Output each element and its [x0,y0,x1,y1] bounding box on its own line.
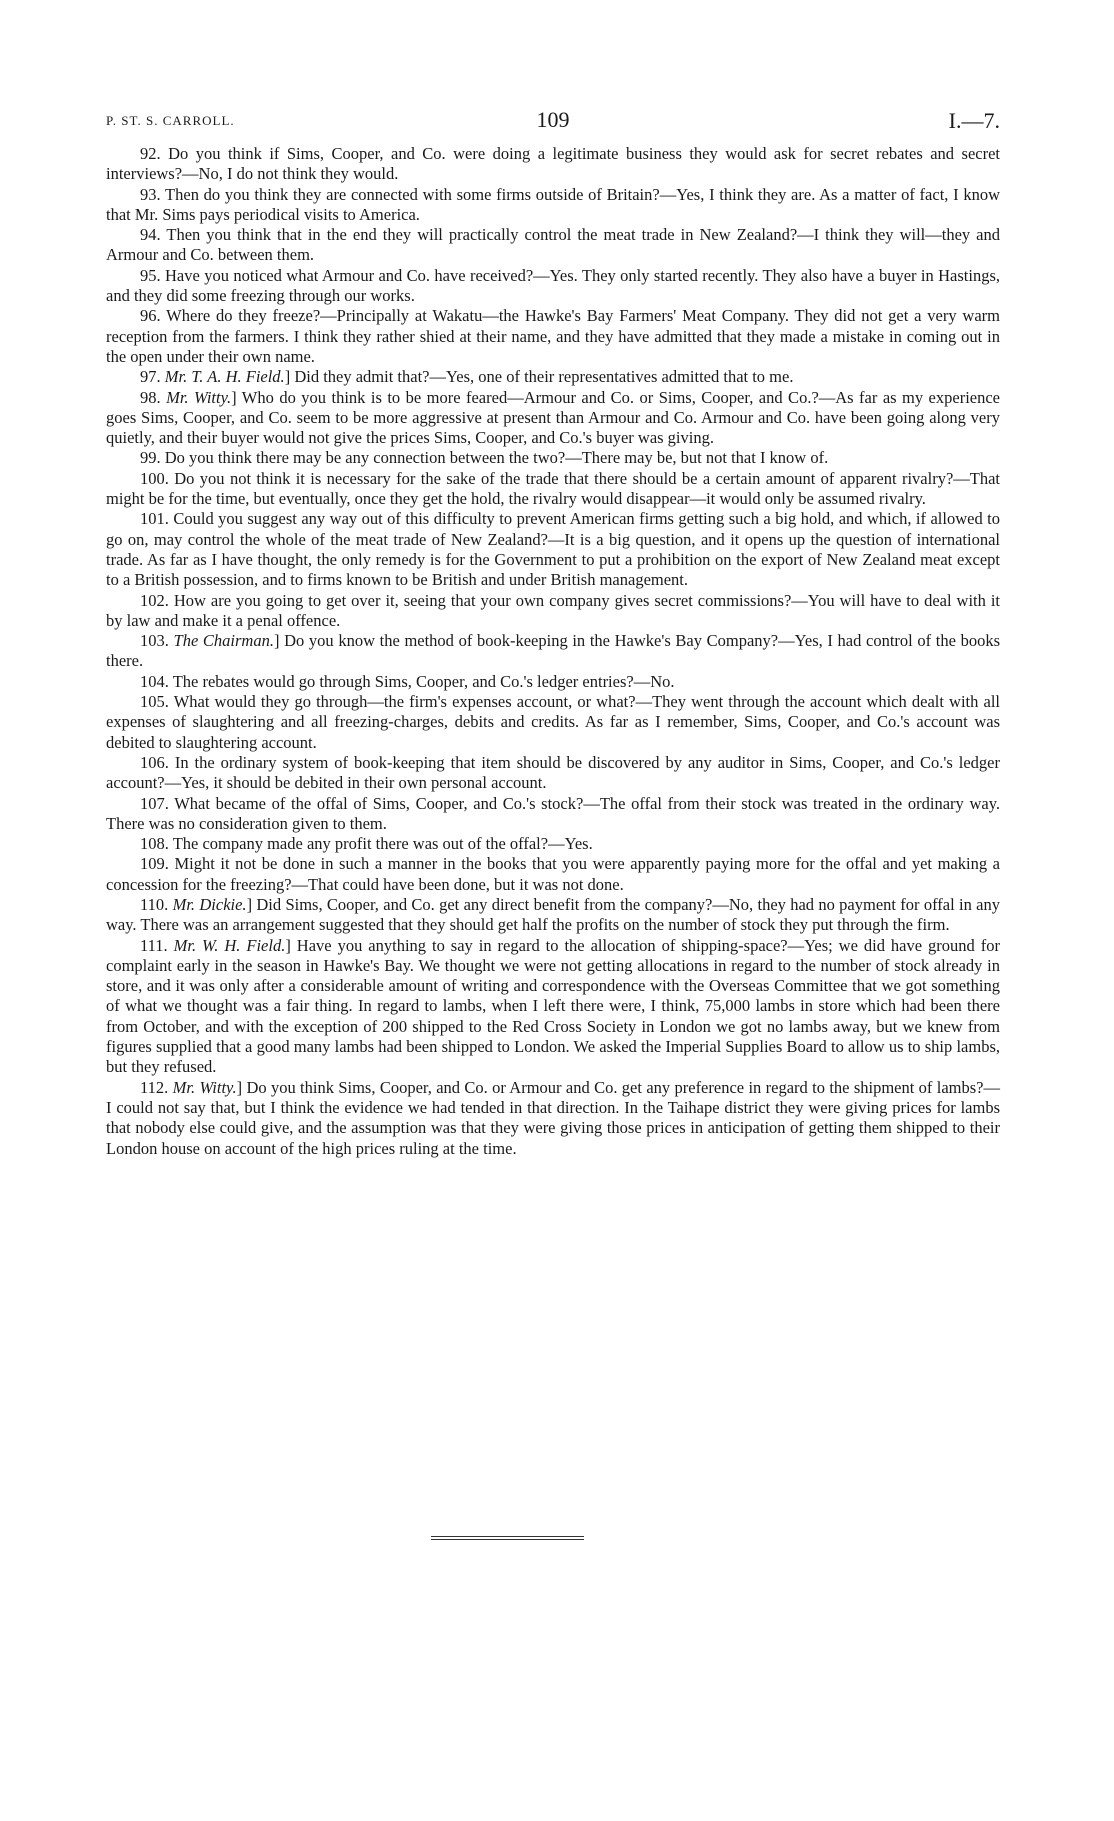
paragraph-text: Do you think if Sims, Cooper, and Co. were doing a legitimate business they would ask for secret rebates and secret interviews?—No, I do not think they would. [106,144,1000,184]
closing-rule [431,1536,584,1540]
paragraph-text: Could you suggest any way out of this difficulty to prevent American firms getting such a big hold, and which, if allowed to go on, may control the whole of the meat trade of New Zealand?—It is a big question, and it opens up the question of international trade. As far as I have thought, the only remedy is for the Government to put a prohibition on the export of New Zealand meat except to a British possession, and to firms known to be British and under British management. [106,509,1001,590]
speaker-name: Mr. T. A. H. Field. [164,367,285,387]
question-number: 92. [140,144,161,163]
question-number: 95. [140,265,161,285]
evidence-paragraph [106,509,1000,590]
speaker-name: Mr. W. H. Field. [173,935,286,955]
evidence-paragraph [106,448,1000,468]
paper-reference: I.—7. [948,108,1000,133]
question-number: 106. [140,752,169,772]
question-number: 109. [140,854,169,874]
evidence-paragraph [106,672,1000,692]
paragraph-text: Do you think Sims, Cooper, and Co. or Armour and Co. get any preference in regard to the shipment of lambs?—I could not say that, but I think the evidence we had tended in that direction. In the Taihape district they were giving prices for lambs that nobody else could give, and the assumption was that they were giving those prices in anticipation of getting them shipped to their London house on account of the high prices ruling at the time. [106,1077,1001,1158]
question-number: 99. [140,448,161,468]
paragraph-text: The rebates would go through Sims, Cooper, and Co.'s ledger entries?—No. [172,671,675,691]
paragraph-text: Did Sims, Cooper, and Co. get any direct benefit from the company?—No, they had no payment for offal in any way. There was an arrangement suggested that they should get half the profits on the number of stock they put through the firm. [106,894,1000,935]
paragraph-text: Then do you think they are connected with some firms outside of Britain?—Yes, I think they are. As a matter of fact, I know that Mr. Sims pays periodical visits to America. [106,184,1000,224]
page-header [106,104,1000,144]
speaker-name: Mr. Dickie. [172,894,247,914]
paragraph-text: Might it not be done in such a manner in the books that you were apparently paying more for the offal and yet making a concession for the freezing?—That could have been done, but it was not done. [106,854,1000,894]
paragraph-text: Did they admit that?—Yes, one of their representatives admitted that to me. [294,367,794,387]
paragraph-text: The company made any profit there was out of the offal?—Yes. [172,834,593,854]
question-number: 97. [140,367,161,387]
question-number: 112. [140,1077,169,1097]
paragraph-text: Have you anything to say in regard to the allocation of shipping-space?—Yes; we did have ground for complaint early in the season in Hawke's Bay. We thought we were not getting allocations in regard to the number of stock already in store, and it was only after a considerable amount of writing and correspondence with the Overseas Committee that we got something of what we thought was a fair thing. In regard to lambs, when I left there were, I think, 75,000 lambs in store which had been there from October, and with the exception of 200 shipped to the Red Cross Society in London we got no lambs away, but we knew from figures supplied that a good many lambs had been shipped to London. We asked the Imperial Supplies Board to allow us to ship lambs, but they refused. [106,935,1000,1077]
paragraph-text: What would they go through—the firm's expenses account, or what?—They went through the account which dealt with all expenses of slaughtering and all freezing-charges, debits and credits. As far as I remember, Sims, Cooper, and Co.'s account was debited to slaughtering account. [106,692,1001,752]
evidence-paragraph [106,306,1000,367]
evidence-paragraph [106,266,1000,307]
evidence-paragraph: 97. Mr. T. A. H. Field.] Did they admit that?—Yes, one of their representatives admitted that to me. [140,367,794,387]
paragraph-text: Who do you think is to be more feared—Armour and Co. or Sims, Cooper, and Co.?—As far as my experience goes Sims, Cooper, and Co. seem to be more aggressive at present than Armour and Co. Armour and Co. have been going along very quietly, and their buyer would not give the prices Sims, Cooper, and Co.'s buyer was giving. [106,387,1001,448]
document-page [106,104,1000,1159]
question-number: 98. [140,387,161,407]
paragraph-text: Where do they freeze?—Principally at Wakatu—the Hawke's Bay Farmers' Meat Company. They did not get a very warm reception from the farmers. I think they rather shied at their name, and they have admitted that they made a mistake in coming out in the open under their own name. [106,306,1001,366]
paragraph-text: What became of the offal of Sims, Cooper, and Co.'s stock?—The offal from their stock was treated in the ordinary way. There was no consideration given to them. [106,793,1000,833]
question-number: 110. [140,894,169,914]
evidence-body [106,144,1000,1159]
question-number: 101. [140,509,169,529]
paragraph-text: In the ordinary system of book-keeping that item should be discovered by any auditor in Sims, Cooper, and Co.'s ledger account?—Yes, it should be debited in their own personal account. [106,752,1000,793]
question-number: 96. [140,306,161,326]
question-number: 94. [140,225,161,245]
evidence-paragraph [106,185,1000,226]
question-number: 104. [140,671,169,691]
evidence-paragraph: 112. Mr. Witty.] Do you think Sims, Cooper, and Co. or Armour and Co. get any preference in regard to the shipment of lambs?—I could not say that, but I think the evidence we had tended in that direction. In the Taihape district they were giving prices for lambs that nobody else could give, and the assumption was that they were giving those prices in anticipation of getting them shipped to their London house on account of the high prices ruling at the time. [106,1077,1001,1158]
question-number: 107. [140,793,169,813]
evidence-paragraph [106,469,1000,510]
evidence-paragraph [106,144,1000,185]
paragraph-text: Do you not think it is necessary for the sake of the trade that there should be a certain amount of apparent rivalry?—That might be for the time, but eventually, once they get the hold, the rivalry would disappear—it would only be assumed rivalry. [106,468,1001,509]
evidence-paragraph [106,753,1000,794]
evidence-paragraph: 103. The Chairman.] Do you know the method of book-keeping in the Hawke's Bay Company?—Yes, I had control of the books there. [106,631,1000,671]
evidence-paragraph [106,591,1000,632]
speaker-name: Mr. Witty. [172,1077,237,1097]
question-number: 105. [140,692,169,712]
paragraph-text: Do you think there may be any connection between the two?—There may be, but not that I know of. [164,448,829,468]
speaker-name: Mr. Witty. [166,387,232,407]
question-number: 93. [140,184,161,204]
question-number: 108. [140,834,169,854]
question-number: 100. [140,468,169,488]
evidence-paragraph [106,794,1000,835]
question-number: 102. [140,590,169,610]
evidence-paragraph [106,225,1000,266]
evidence-paragraph [106,834,1000,854]
evidence-paragraph [106,692,1000,753]
speaker-name: The Chairman. [173,631,274,651]
paragraph-text: Have you noticed what Armour and Co. have received?—Yes. They only started recently. They also have a buyer in Hastings, and they did some freezing through our works. [106,265,1001,306]
page-number: 109 [536,107,570,132]
question-number: 111. [140,935,168,955]
evidence-paragraph: 98. Mr. Witty.] Who do you think is to be more feared—Armour and Co. or Sims, Cooper, and Co.?—As far as my experience goes Sims, Cooper, and Co. seem to be more aggressive at present than Armour and Co. Armour and Co. have been going along very quietly, and their buyer would not give the prices Sims, Cooper, and Co.'s buyer was giving. [106,387,1001,448]
paragraph-text: Do you know the method of book-keeping in the Hawke's Bay Company?—Yes, I had control of the books there. [106,631,1000,671]
paragraph-text: How are you going to get over it, seeing that your own company gives secret commissions?—You will have to deal with it by law and make it a penal offence. [106,590,1000,630]
question-number: 103. [140,631,169,651]
evidence-paragraph: 111. Mr. W. H. Field.] Have you anything to say in regard to the allocation of shipping-space?—Yes; we did have ground for complaint early in the season in Hawke's Bay. We thought we were not getting allocations in regard to the number of stock already in store, and it was only after a considerable amount of writing and correspondence with the Overseas Committee that we got something of what we thought was a fair thing. In regard to lambs, when I left there were, I think, 75,000 lambs in store which had been there from October, and with the exception of 200 shipped to the Red Cross Society in London we got no lambs away, but we knew from figures supplied that a good many lambs had been shipped to London. We asked the Imperial Supplies Board to allow us to ship lambs, but they refused. [106,935,1000,1077]
witness-name: P. ST. S. CARROLL. [106,113,235,128]
evidence-paragraph [106,854,1000,895]
evidence-paragraph: 110. Mr. Dickie.] Did Sims, Cooper, and Co. get any direct benefit from the company?—No, they had no payment for offal in any way. There was an arrangement suggested that they should get half the profits on the number of stock they put through the firm. [106,894,1000,935]
paragraph-text: Then you think that in the end they will practically control the meat trade in New Zealand?—I think they will—they and Armour and Co. between them. [106,225,1001,265]
